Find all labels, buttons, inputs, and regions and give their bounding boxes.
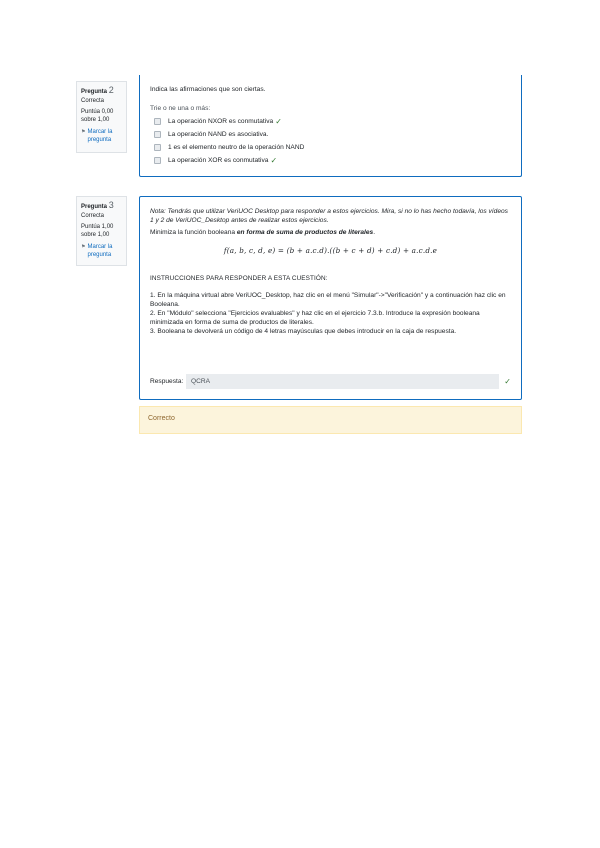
boolean-formula: f(a, b, c, d, e) = (b + a.c.d).((b + c + d) + c.d) + a.c.d.e: [223, 246, 438, 255]
option-2[interactable]: [150, 130, 511, 139]
option-checkbox[interactable]: [154, 131, 161, 138]
instructions-title: INSTRUCCIONES PARA RESPONDER A ESTA CUESTIÓN:: [150, 275, 328, 282]
question-2-content: [139, 75, 522, 177]
question-2-text: Indica las afirmaciones que son ciertas.: [150, 86, 266, 93]
question-number: 3: [108, 200, 114, 210]
option-label: La operación XOR es conmutativa: [168, 157, 269, 164]
instruction-step: 1. En la máquina virtual abre VeriUOC_Desktop, haz clic en el menú "Simular"->"Verificación" y a continuación haz clic en Booleana.: [150, 292, 506, 308]
question-3-statement: [150, 228, 511, 237]
answer-field[interactable]: [186, 374, 499, 389]
option-3[interactable]: [150, 143, 511, 152]
option-4[interactable]: [150, 156, 511, 165]
question-label: Pregunta: [81, 204, 108, 210]
answer-label: Respuesta:: [150, 378, 184, 385]
instructions: [150, 291, 511, 336]
question-2-info: [76, 81, 127, 153]
check-icon: ✓: [270, 155, 278, 165]
statement-end: .: [373, 229, 376, 236]
check-icon: ✓: [275, 116, 282, 126]
feedback-text: Correcto: [148, 415, 175, 422]
flag-icon: ⚑: [81, 129, 86, 135]
question-number: 2: [108, 85, 114, 95]
instruction-step: 3. Booleana te devolverá un código de 4 letras mayúsculas que debes introducir en la caja de respuesta.: [150, 328, 457, 335]
option-checkbox[interactable]: [154, 118, 161, 125]
option-label: 1 es el elemento neutro de la operación NAND: [168, 144, 305, 151]
question-2-flag-link[interactable]: [81, 128, 123, 144]
question-3-info: [76, 196, 127, 266]
question-2-state: Correcta: [81, 98, 105, 104]
option-checkbox[interactable]: [154, 144, 161, 151]
statement-emphasis: en forma de suma de productos de literales: [236, 229, 374, 236]
flag-icon: ⚑: [81, 244, 86, 250]
statement-text: Minimiza la función booleana: [150, 229, 237, 236]
question-3-grade: Puntúa 1,00 sobre 1,00: [81, 224, 114, 238]
flag-label: Marcar la pregunta: [87, 129, 113, 143]
question-label: Pregunta: [81, 89, 108, 95]
question-3-content: [139, 196, 522, 400]
flag-label: Marcar la pregunta: [87, 244, 113, 258]
question-3-state: Correcta: [81, 213, 105, 219]
question-2-number: [81, 86, 123, 96]
question-2-grade: Puntúa 0,00 sobre 1,00: [81, 109, 114, 123]
option-checkbox[interactable]: [154, 157, 161, 164]
option-1[interactable]: [150, 117, 511, 126]
check-icon: ✓: [504, 377, 511, 386]
option-label: La operación NAND es asociativa.: [168, 131, 269, 138]
answer-value: QCRA: [191, 378, 211, 385]
instruction-step: 2. En "Módulo" selecciona "Ejercicios evaluables" y haz clic en el ejercicio 7.3.b. Introduce la expresión booleana minimizada en forma de suma de productos de literales.: [150, 310, 480, 326]
question-3-number: [81, 201, 123, 211]
option-label: La operación NXOR es conmutativa: [168, 118, 274, 125]
question-3-note: Nota: Tendrás que utilizar VeriUOC Desktop para responder a estos ejercicios. Mira, si no lo has hecho todavía, los vídeos 1 y 2 de VeriUOC_Desktop antes de realizar estos ejercicios.: [150, 208, 508, 224]
question-3-feedback: [139, 406, 522, 434]
question-3-flag-link[interactable]: [81, 243, 123, 259]
question-2-prompt: Trie o ne una o más:: [150, 105, 211, 112]
answer-row: [150, 374, 511, 389]
